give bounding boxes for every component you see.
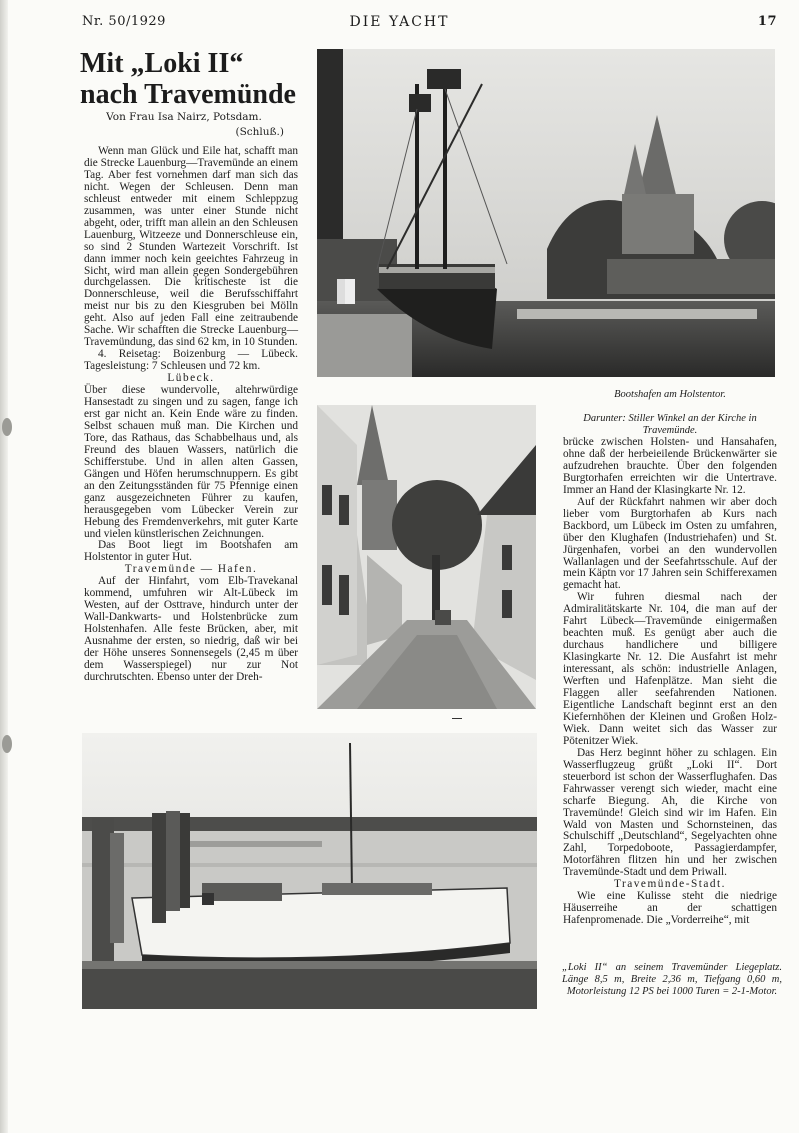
text-column-right — [563, 437, 777, 927]
magazine-name: DIE YACHT — [349, 14, 450, 30]
page-number: 17 — [757, 14, 777, 29]
paragraph: Wenn man Glück und Eile hat, schafft man die Strecke Lauenburg—Travemünde an einem Tag. Aber fest vornehmen darf man sich das nicht. Wegen der Schleusen. Denn man schleust entweder mit einem Schleppzug zusammen, was unter einer Stunde nicht abgeht, oder, trifft man allein an den Schleusen Lauenburg, Witzeeze und Donnerschleuse ein, so sind 2 Stunden Wartezeit Vorschrift. Ist dann immer noch kein geeichtes Fahrzeug in Sicht, wird man allein gegen Sondergebühren durchgelassen. Die kritischeste ist die Donnerschleuse, weil die Berufsschiffahrt meist nur bis zu den Kiesgruben bei Mölln geht. Also auf jeden Fall eine zeitraubende Sache. Wir schafften die Strecke Lauenburg—Travemündung, das sind 62 km, in 10 Stunden. — [84, 145, 298, 349]
photo-loki-ii-liegeplatz — [82, 733, 537, 1009]
paragraph: 4. Reisetag: Boizenburg — Lübeck. Tagesleistung: 7 Schleusen und 72 km. — [84, 348, 298, 373]
paragraph: Wir fuhren diesmal nach der Admiralitätskarte Nr. 104, die man auf der Fahrt Lübeck—Travemünde einigermaßen beachten muß. Es genügt aber auch die durchaus handlichere und billigere Klasingkarte Nr. 12. Die Ausfahrt ist mehr interessant, als schön: industrielle Anlagen, Werften und Hafenplätze. Man sieht die Flaggen aller seefahrenden Nationen. Eigentliche Landschaft beginnt erst an den Kiefernhöhen der Kleinen und Großen Holz-Wiek. Dann weitet sich das Wasser zur Pötenitzer Wiek. — [563, 591, 777, 747]
print-mark — [452, 718, 462, 719]
caption-loki-ii: „Loki II“ an seinem Travemünder Liegeplatz. Länge 8,5 m, Breite 2,36 m, Tiefgang 0,60 m, Motorleistung 12 PS bei 1000 Turen = 2-1-Motor. — [562, 962, 782, 997]
page-spine-shadow — [0, 0, 8, 1133]
title-line-2: nach Travemünde — [80, 79, 296, 110]
section-heading: Lübeck. — [167, 372, 215, 385]
binding-hole — [2, 735, 12, 753]
binding-hole — [2, 418, 12, 436]
paragraph: Über diese wundervolle, altehrwürdige Hansestadt zu singen und zu sagen, fange ich erst gar nicht an. Kein Ende wäre zu finden. Selbst schauen muß man. Die Kirchen und Tore, das Rathaus, das Schabbelhaus und, als Freund des blauen Wassers, natürlich die Schifferstube. Und in allen alten Gassen, Gängen und Höfen herumschnuppern. Es gibt an den Zeitungsständen für 75 Pfennige einen ganz ausgezeichneten Führer zu kaufen, herausgegeben vom Lübecker Verein zur Hebung des Fremdenverkehrs, mit guter Karte und vielen künstlerischen Zeichnungen. — [84, 384, 298, 540]
caption-bootshafen: Bootshafen am Holstentor. — [614, 389, 726, 400]
photo-bootshafen-holstentor — [317, 49, 775, 377]
caption-stiller-winkel: Darunter: Stiller Winkel an der Kirche in Travemünde. — [583, 413, 757, 436]
issue-number: Nr. 50/1929 — [82, 14, 166, 29]
photo-stiller-winkel-kirche — [317, 405, 536, 709]
article-byline: Von Frau Isa Nairz, Potsdam. — [106, 111, 262, 123]
text-column-left — [84, 146, 298, 684]
paragraph: Das Boot liegt im Bootshafen am Holstentor in guter Hut. — [84, 539, 298, 564]
title-line-1: Mit „Loki II“ — [80, 48, 244, 79]
article-continuation-note: (Schluß.) — [235, 126, 284, 138]
paragraph: brücke zwischen Holsten- und Hansahafen, ohne daß der herbeieilende Brückenwärter sie aufzudrehen brauchte. Über den folgenden Burgtorhafen erreichten wir die Untertrave. Immer an Hand der Klasingkarte Nr. 12. — [563, 436, 777, 496]
article-title — [80, 48, 312, 110]
section-heading: Travemünde-Stadt. — [614, 878, 726, 891]
paragraph: Auf der Hinfahrt, vom Elb-Travekanal kommend, umfuhren wir Alt-Lübeck im Westen, auf der Osttrave, hindurch unter der Wall-Dankwarts- und Holstenbrücke zum Holstenhafen. Alle feste Brücken, aber, mit Ausnahme der ersten, so niedrig, daß wir bei der Höhe unseres Sonnensegels (2,45 m über dem Wasserspiegel) nur zur Not durchrutschten. Ebenso unter der Dreh- — [84, 575, 298, 683]
paragraph: Wie eine Kulisse steht die niedrige Häuserreihe an der schattigen Hafenpromenade. Die „Vorderreihe“, mit — [563, 890, 777, 927]
paragraph: Das Herz beginnt höher zu schlagen. Ein Wasserflugzeug grüßt „Loki II“. Dort steuerbord ist schon der Wasserflughafen. Das Fahrwasser verengt sich wieder, macht eine scharfe Biegung. Ah, die Kirche von Travemünde! Gleich sind wir im Hafen. Ein Wald von Masten und Schornsteinen, das Schulschiff „Deutschland“, Segelyachten ohne Zahl, Torpedoboote, Passagierdampfer, Motorfähren flitzen hin und her zwischen Travemünde-Stadt und dem Priwall. — [563, 746, 777, 879]
paragraph: Auf der Rückfahrt nahmen wir aber doch lieber vom Burgtorhafen ab Kurs nach Backbord, um Lübeck im Osten zu umfahren, über den Klughafen (Industriehafen) und St. Jürgenhafen, vorbei an den wundervollen Wallanlagen und der Seefahrtsschule. Auf der mein Käptn vor 17 Jahren sein Schifferexamen gemacht hat. — [563, 495, 777, 592]
section-heading: Travemünde — Hafen. — [124, 563, 258, 576]
